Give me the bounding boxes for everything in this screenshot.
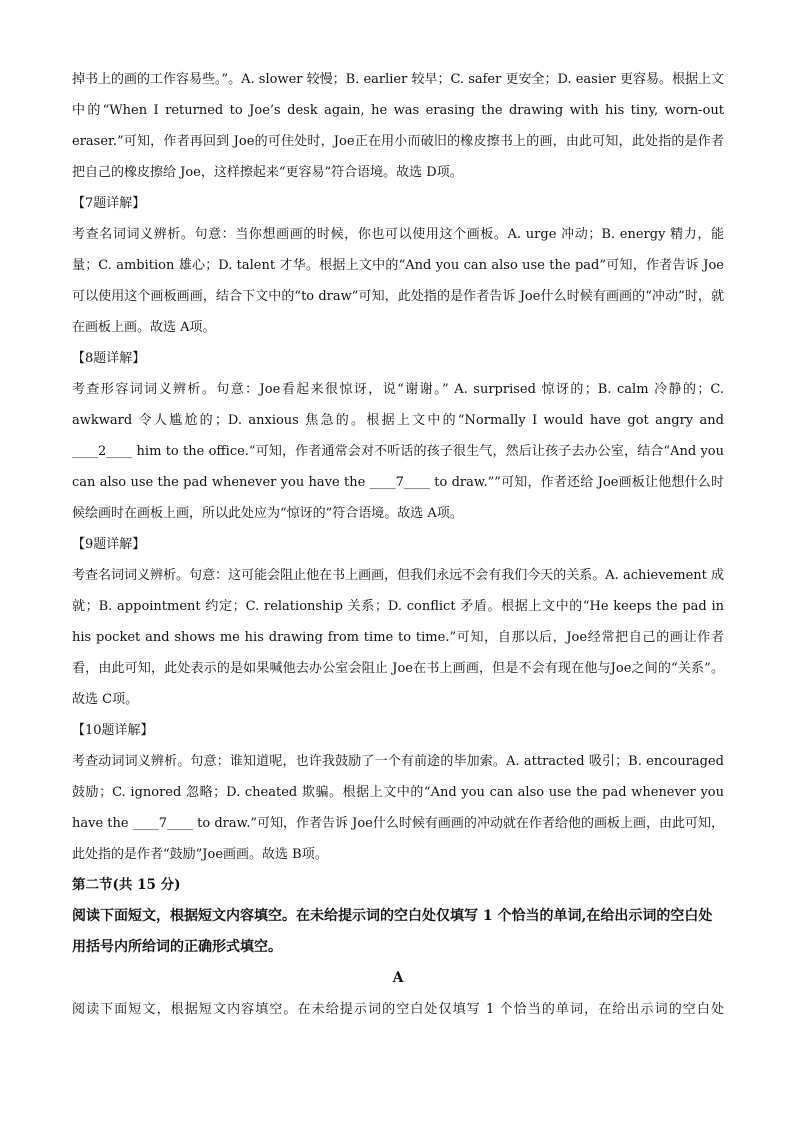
- answer-explanation-9: 考查名词词义辨析。句意：这可能会阻止他在书上画画，但我们永远不会有我们今天的关系。A. achievement 成就；B. appointment 约定；C. relationship 关系；D. conflict 矛盾。根据上文中的“He keeps the pad in his pocket and shows me his drawing from time to time.”可知，自那以后，Joe经常把自己的画让作者看，由此可知，此处表示的是如果喊他去办公室会阻止 Joe在书上画画，但是不会有现在他与Joe之间的“关系”。故选 C项。: [72, 568, 724, 707]
- question-10-heading: 【10题详解】: [72, 723, 154, 738]
- passage-a-instruction: 阅读下面短文，根据短文内容填空。在未给提示词的空白处仅填写 1 个恰当的单词，在给出示词的空白处: [72, 1002, 724, 1017]
- section-instruction: 阅读下面短文，根据短文内容填空。在未给提示词的空白处仅填写 1 个恰当的单词,在给出示词的空白处用括号内所给词的正确形式填空。: [72, 908, 713, 955]
- question-7-heading: 【7题详解】: [72, 196, 146, 211]
- question-8-heading: 【8题详解】: [72, 351, 146, 366]
- section-two-title: 第二节(共 15 分): [72, 877, 181, 893]
- passage-label-a: A: [392, 970, 404, 986]
- answer-explanation-7: 考查名词词义辨析。句意：当你想画画的时候，你也可以使用这个画板。A. urge 冲动；B. energy 精力，能量；C. ambition 雄心；D. talent 才华。根据上文中的“And you can also use the pad”可知，作者告诉 Joe可以使用这个画板画画，结合下文中的“to draw”可知，此处指的是作者告诉 Joe什么时候有画画的“冲动”时，就在画板上画。故选 A项。: [72, 227, 724, 335]
- question-9-heading: 【9题详解】: [72, 537, 146, 552]
- answer-explanation-10: 考查动词词义辨析。句意：谁知道呢，也许我鼓励了一个有前途的毕加索。A. attracted 吸引；B. encouraged 鼓励；C. ignored 忽略；D. cheated 欺骗。根据上文中的“And you can also use the pad whenever you have the ____7____ to draw.”可知，作者告诉 Joe什么时候有画画的冲动就在作者给他的画板上画，由此可知，此处指的是作者“鼓励”Joe画画。故选 B项。: [72, 754, 724, 862]
- answer-explanation-6-continued: 掉书上的画的工作容易些。”。A. slower 较慢；B. earlier 较早；C. safer 更安全；D. easier 更容易。根据上文中的“When I returned to Joe’s desk again, he was erasing the drawing with his tiny, worn-out eraser.”可知，作者再回到 Joe的可住处时，Joe正在用小而破旧的橡皮擦书上的画，由此可知，此处指的是作者把自己的橡皮擦给 Joe，这样擦起来“更容易”符合语境。故选 D项。: [72, 72, 725, 180]
- document-page: [72, 64, 724, 1025]
- answer-explanation-8: 考查形容词词义辨析。句意：Joe看起来很惊讶，说“谢谢。” A. surprised 惊讶的；B. calm 冷静的；C. awkward 令人尴尬的；D. anxious 焦急的。根据上文中的“Normally I would have got angry and ____2____ him to the office.”可知，作者通常会对不听话的孩子很生气，然后让孩子去办公室，结合“And you can also use the pad whenever you have the ____7____ to draw.””可知，作者还给 Joe画板让他想什么时候绘画时在画板上画，所以此处应为“惊讶的”符合语境。故选 A项。: [72, 382, 724, 521]
